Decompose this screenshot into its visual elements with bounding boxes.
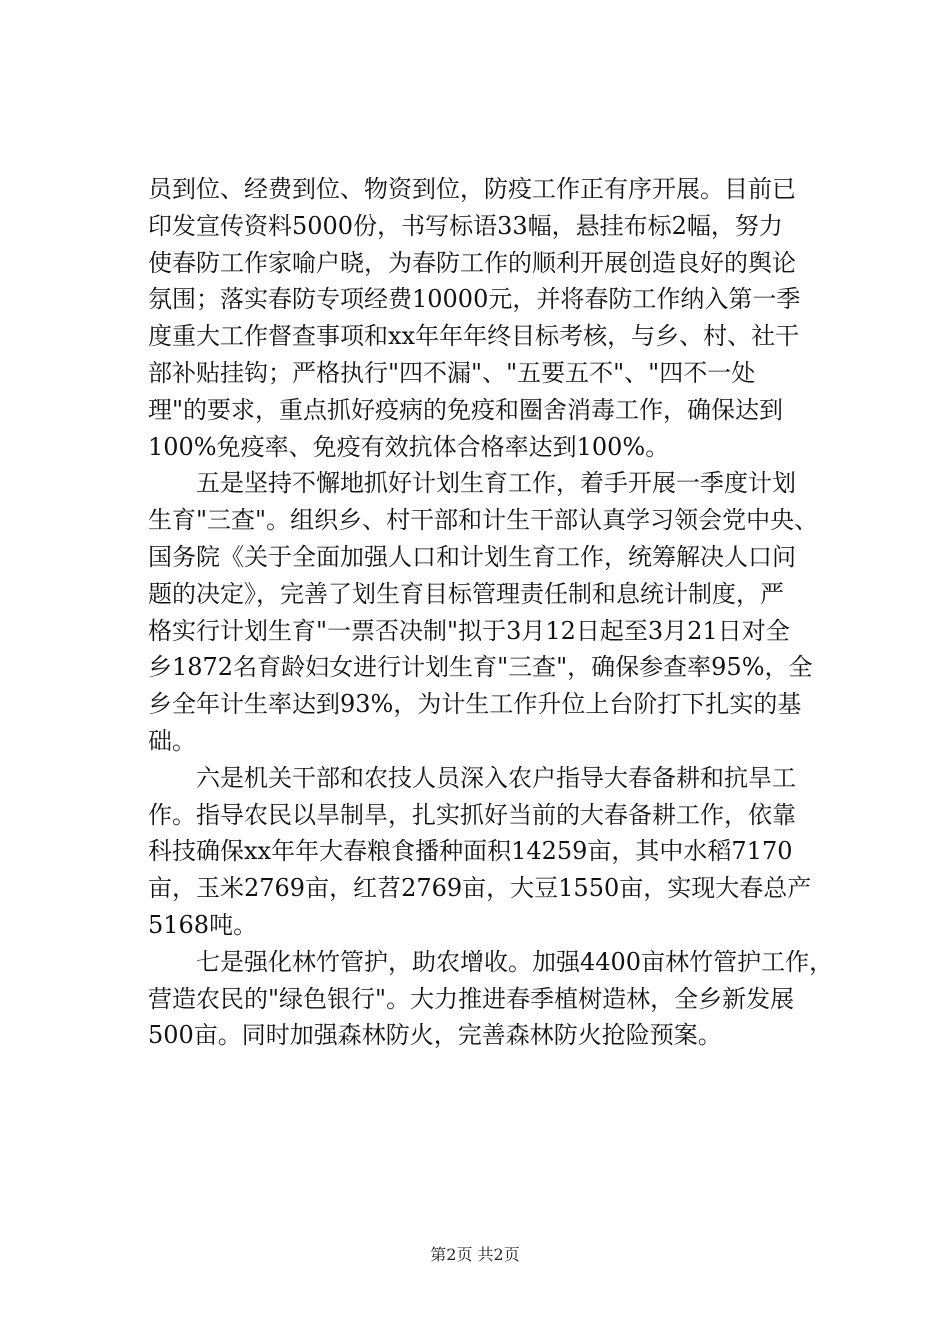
text-line: 营造农民的"绿色银行"。大力推进春季植树造林，全乡新发展 [148,984,795,1013]
document-body [148,171,848,1054]
text-line: 部补贴挂钩；严格执行"四不漏"、"五要五不"、"四不一处 [148,358,756,387]
paragraph-start-line: 七是强化林竹管护，助农增收。加强4400亩林竹管护工作， [148,947,834,976]
paragraph-start-line: 六是机关干部和农技人员深入农户指导大春备耕和抗旱工 [148,763,796,792]
text-line: 亩，玉米2769亩，红苕2769亩，大豆1550亩，实现大春总产 [148,874,812,903]
text-line: 5168吨。 [148,910,258,939]
text-line: 生育"三查"。组织乡、村干部和计生干部认真学习领会党中央、 [148,506,819,535]
page-number-footer: 第2页 共2页 [430,1245,520,1264]
text-line: 100%免疫率、免疫有效抗体合格率达到100%。 [148,432,670,461]
paragraph-start-line: 五是坚持不懈地抓好计划生育工作，着手开展一季度计划 [148,469,796,498]
text-line: 乡全年计生率达到93%，为计生工作升位上台阶打下扎实的基 [148,690,802,719]
text-line: 印发宣传资料5000份，书写标语33幅，悬挂布标2幅，努力 [148,211,783,240]
text-line: 乡1872名育龄妇女进行计划生育"三查"，确保参查率95%，全 [148,653,813,682]
text-line: 础。 [148,726,196,755]
text-line: 作。指导农民以旱制旱，扎实抓好当前的大春备耕工作，依靠 [148,800,796,829]
text-line: 氛围；落实春防专项经费10000元，并将春防工作纳入第一季 [148,285,801,314]
text-line: 理"的要求，重点抓好疫病的免疫和圈舍消毒工作，确保达到 [148,395,784,424]
text-line: 格实行计划生育"一票否决制"拟于3月12日起至3月21日对全 [148,616,790,645]
text-line: 使春防工作家喻户晓，为春防工作的顺利开展创造良好的舆论 [148,248,796,277]
text-line: 员到位、经费到位、物资到位，防疫工作正有序开展。目前已 [148,175,796,203]
text-line: 度重大工作督查事项和xx年年年终目标考核，与乡、村、社干 [148,322,800,351]
text-line: 科技确保xx年年大春粮食播种面积14259亩，其中水稻7170 [148,837,793,866]
text-line: 题的决定》，完善了划生育目标管理责任制和息统计制度，严 [148,579,784,608]
text-line: 国务院《关于全面加强人口和计划生育工作，统筹解决人口问 [148,542,796,571]
text-line: 500亩。同时加强森林防火，完善森林防火抢险预案。 [148,1021,722,1050]
